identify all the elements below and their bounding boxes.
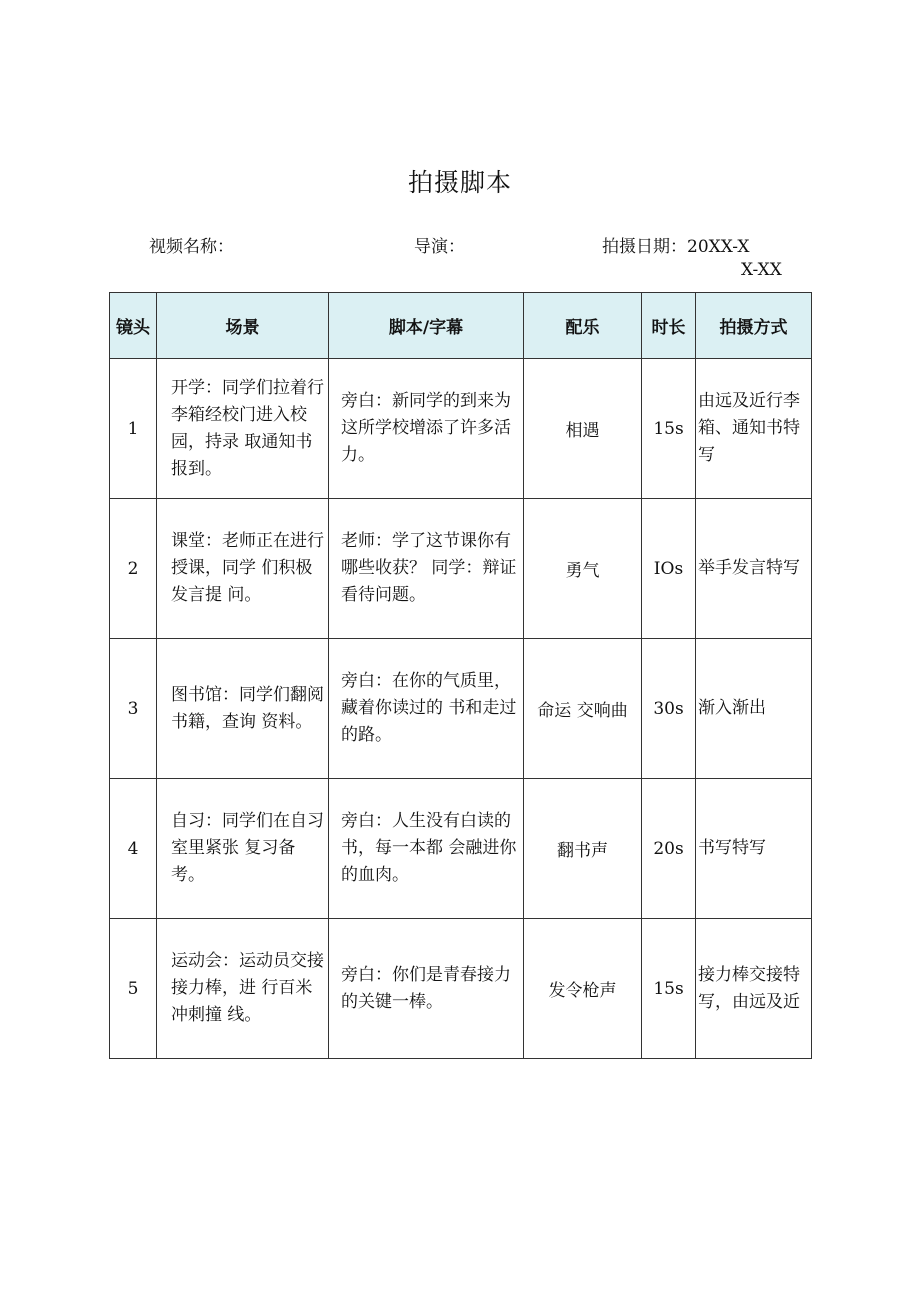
header-script: 脚本/字幕 — [329, 293, 524, 359]
cell-script: 旁白：在你的气质里，藏着你读过的 书和走过的路。 — [329, 639, 524, 779]
cell-method: 接力棒交接特写，由远及近 — [696, 919, 812, 1059]
cell-duration: 20s — [642, 779, 696, 919]
table-row — [110, 639, 812, 779]
cell-scene: 课堂：老师正在进行授课，同学 们积极发言提 问。 — [157, 499, 329, 639]
cell-duration: 30s — [642, 639, 696, 779]
cell-scene: 图书馆：同学们翻阅书籍，查询 资料。 — [157, 639, 329, 779]
table-header-row — [110, 293, 812, 359]
table-row — [110, 359, 812, 499]
cell-shot: 3 — [110, 639, 157, 779]
header-shot: 镜头 — [110, 293, 157, 359]
cell-music: 命运 交响曲 — [524, 639, 642, 779]
header-scene: 场景 — [157, 293, 329, 359]
header-method: 拍摄方式 — [696, 293, 812, 359]
table-row — [110, 779, 812, 919]
cell-music: 发令枪声 — [524, 919, 642, 1059]
cell-method: 书写特写 — [696, 779, 812, 919]
shooting-script-table — [109, 292, 812, 1059]
header-duration: 时长 — [642, 293, 696, 359]
cell-method: 渐入渐出 — [696, 639, 812, 779]
shoot-date-continued: X-XX — [741, 260, 782, 280]
cell-music: 翻书声 — [524, 779, 642, 919]
cell-script: 旁白：你们是青春接力的关键一棒。 — [329, 919, 524, 1059]
cell-shot: 4 — [110, 779, 157, 919]
director-label: 导演： — [414, 237, 465, 257]
video-name-label: 视频名称： — [149, 237, 234, 257]
cell-duration: 15s — [642, 359, 696, 499]
cell-shot: 1 — [110, 359, 157, 499]
cell-shot: 5 — [110, 919, 157, 1059]
cell-scene: 自习：同学们在自习室里紧张 复习备考。 — [157, 779, 329, 919]
shoot-date-label: 拍摄日期：20XX-X — [602, 237, 750, 257]
cell-method: 由远及近行李箱、通知书特写 — [696, 359, 812, 499]
cell-script: 老师：学了这节课你有哪些收获？ 同学：辩证看待问题。 — [329, 499, 524, 639]
cell-method: 举手发言特写 — [696, 499, 812, 639]
cell-duration: 15s — [642, 919, 696, 1059]
cell-scene: 开学：同学们拉着行李箱经校门进入校园，持录 取通知书报到。 — [157, 359, 329, 499]
header-music: 配乐 — [524, 293, 642, 359]
cell-music: 相遇 — [524, 359, 642, 499]
cell-script: 旁白：人生没有白读的书，每一本都 会融进你的血肉。 — [329, 779, 524, 919]
cell-shot: 2 — [110, 499, 157, 639]
page-title: 拍摄脚本 — [407, 168, 512, 197]
cell-duration: IOs — [642, 499, 696, 639]
table-row — [110, 499, 812, 639]
cell-music: 勇气 — [524, 499, 642, 639]
table-row — [110, 919, 812, 1059]
cell-scene: 运动会：运动员交接接力棒，进 行百米冲刺撞 线。 — [157, 919, 329, 1059]
cell-script: 旁白：新同学的到来为这所学校增添了许多活力。 — [329, 359, 524, 499]
